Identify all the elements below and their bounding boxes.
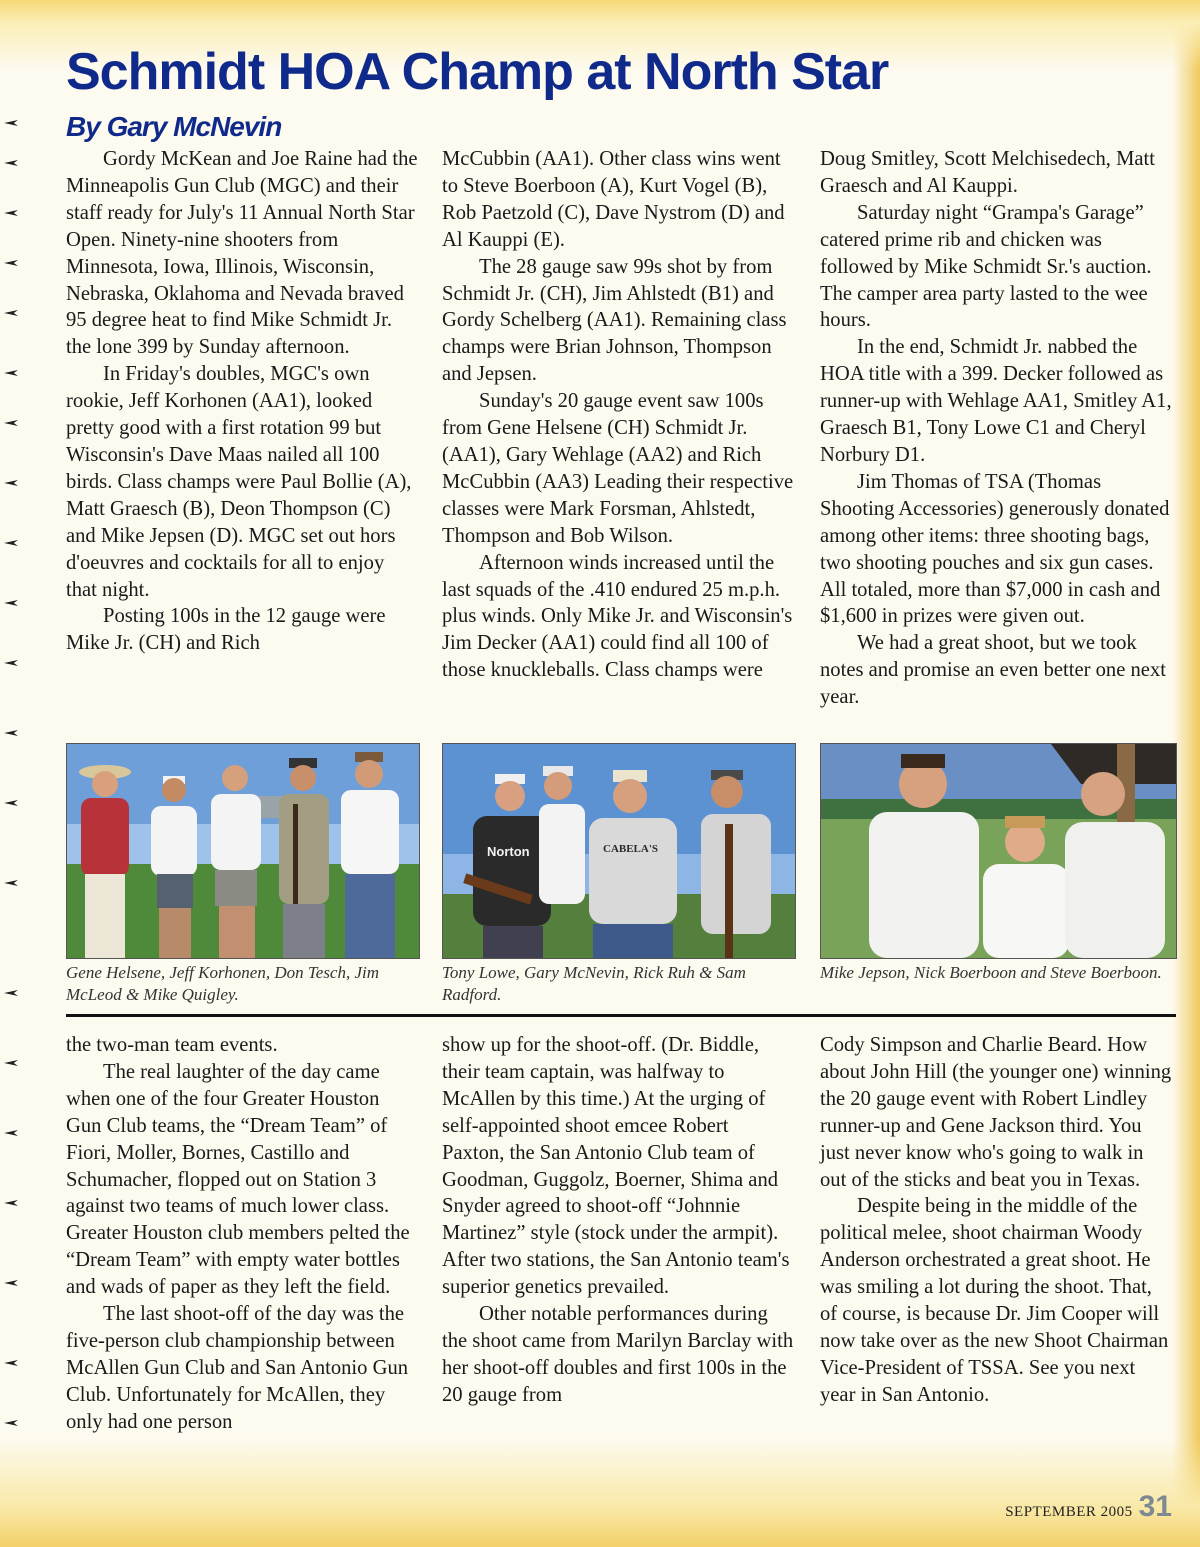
paragraph: In the end, Schmidt Jr. nabbed the HOA title with a 399. Decker followed as runner-up with Wehlage AA1, Smitley A1, Graesch B1, Tony Lowe C1 and Cheryl Norbury D1. — [820, 336, 1172, 466]
photo-illustration — [67, 744, 419, 958]
issue-date: SEPTEMBER 2005 — [1005, 1504, 1133, 1520]
article-column-1 — [66, 146, 418, 657]
article-headline: Schmidt HOA Champ at North Star — [66, 43, 889, 101]
paragraph: Other notable performances during the shoot came from Marilyn Barclay with her shoot-off doubles and first 100s in the 20 gauge from — [442, 1303, 794, 1406]
continued-column-3 — [820, 1032, 1172, 1409]
paragraph: Sunday's 20 gauge event saw 100s from Gene Helsene (CH) Schmidt Jr. (AA1), Gary Wehlage (AA2) and Rich McCubbin (AA3) Leading their respective classes were Mark Forsman, Ahlstedt, Thompson and Bob Wilson. — [442, 390, 794, 547]
paragraph: Posting 100s in the 12 gauge were Mike Jr. (CH) and Rich — [66, 605, 386, 655]
paragraph: In Friday's doubles, MGC's own rookie, Jeff Korhonen (AA1), looked pretty good with a first rotation 99 but Wisconsin's Dave Maas nailed all 100 birds. Class champs were Paul Bollie (A), Matt Graesch (B), Deon Thompson (C) and Mike Jepsen (D). MGC set out hors d'oeuvres and cocktails for all to enjoy that night. — [66, 363, 412, 601]
binding-edge-marks — [0, 120, 40, 1440]
photo-group-five-shooters — [66, 743, 420, 959]
paragraph-continued: show up for the shoot-off. (Dr. Biddle, their team captain, was halfway to McAllen by this time.) At the urging of self-appointed shoot emcee Robert Paxton, the San Antonio Club team of Goodman, Guggolz, Boerner, Shima and Snyder agreed to shoot-off “Johnnie Martinez” style (stock under the armpit). After two stations, the San Antonio team's superior genetics prevailed. — [442, 1034, 790, 1299]
paragraph: The last shoot-off of the day was the five-person club championship between McAllen Gun Club and San Antonio Gun Club. Unfortunately for McAllen, they only had one person — [66, 1303, 409, 1433]
photo-boerboon-family — [820, 743, 1177, 959]
photo-group-four-shooters — [442, 743, 796, 959]
section-divider — [66, 1014, 1176, 1017]
paragraph: Jim Thomas of TSA (Thomas Shooting Accessories) generously donated among other items: three shooting bags, two shooting pouches and six gun cases. All totaled, more than $7,000 in cash and $1,600 in prizes were given out. — [820, 470, 1170, 628]
article-column-3 — [820, 146, 1172, 711]
paragraph-continued: Cody Simpson and Charlie Beard. How about John Hill (the younger one) winning the 20 gauge event with Robert Lindley runner-up and Gene Jackson third. You just never know who's going to walk in out of the sticks and beat you in Texas. — [820, 1034, 1172, 1191]
paragraph: Despite being in the middle of the political melee, shoot chairman Woody Anderson orchestrated a great shoot. He was smiling a lot during the shoot. That, of course, is because Dr. Jim Cooper will now take over as the new Shoot Chairman Vice-President of TSSA. See you next year in San Antonio. — [820, 1195, 1169, 1406]
photo-caption: Mike Jepson, Nick Boerboon and Steve Boerboon. — [820, 963, 1162, 982]
photo-caption: Tony Lowe, Gary McNevin, Rick Ruh & Sam Radford. — [442, 963, 746, 1004]
paragraph: The real laughter of the day came when one of the four Greater Houston Gun Club teams, the “Dream Team” of Fiori, Moller, Bornes, Castillo and Schumacher, flopped out on Station 3 against two teams of much lower class. Greater Houston club members pelted the “Dream Team” with empty water bottles and wads of paper as they left the field. — [66, 1060, 410, 1299]
continued-column-1 — [66, 1032, 418, 1436]
photo-caption: Gene Helsene, Jeff Korhonen, Don Tesch, Jim McLeod & Mike Quigley. — [66, 963, 380, 1004]
paragraph-continued: the two-man team events. — [66, 1034, 278, 1056]
page-folio — [1005, 1490, 1172, 1524]
photo-illustration — [443, 744, 795, 958]
paragraph: Gordy McKean and Joe Raine had the Minneapolis Gun Club (MGC) and their staff ready for July's 11 Annual North Star Open. Ninety-nine shooters from Minnesota, Iowa, Illinois, Wisconsin, Nebraska, Oklahoma and Nevada braved 95 degree heat to find Mike Schmidt Jr. the lone 399 by Sunday afternoon. — [66, 148, 418, 359]
article-column-2 — [442, 146, 794, 684]
continued-column-2 — [442, 1032, 794, 1409]
photo-illustration — [821, 744, 1176, 958]
page-number: 31 — [1138, 1490, 1172, 1523]
paragraph: We had a great shoot, but we took notes and promise an even better one next year. — [820, 632, 1166, 709]
paragraph: Afternoon winds increased until the last squads of the .410 endured 25 m.p.h. plus winds. Only Mike Jr. and Wisconsin's Jim Decker (AA1) could find all 100 of those knuckleballs. Class champs were — [442, 551, 793, 682]
paragraph-continued: McCubbin (AA1). Other class wins went to Steve Boerboon (A), Kurt Vogel (B), Rob Paetzold (C), Dave Nystrom (D) and Al Kauppi (E). — [442, 148, 785, 251]
paragraph: Saturday night “Grampa's Garage” catered prime rib and chicken was followed by Mike Schmidt Sr.'s auction. The camper area party lasted to the wee hours. — [820, 201, 1152, 332]
shirt-logo-cabelas: CABELA'S — [603, 843, 659, 855]
shirt-logo-norton: Norton — [487, 844, 530, 859]
paragraph-continued: Doug Smitley, Scott Melchisedech, Matt Graesch and Al Kauppi. — [820, 148, 1155, 197]
article-byline: By Gary McNevin — [66, 111, 282, 142]
paragraph: The 28 gauge saw 99s shot by from Schmidt Jr. (CH), Jim Ahlstedt (B1) and Gordy Schelberg (AA1). Remaining class champs were Brian Johnson, Thompson and Jepsen. — [442, 255, 787, 386]
